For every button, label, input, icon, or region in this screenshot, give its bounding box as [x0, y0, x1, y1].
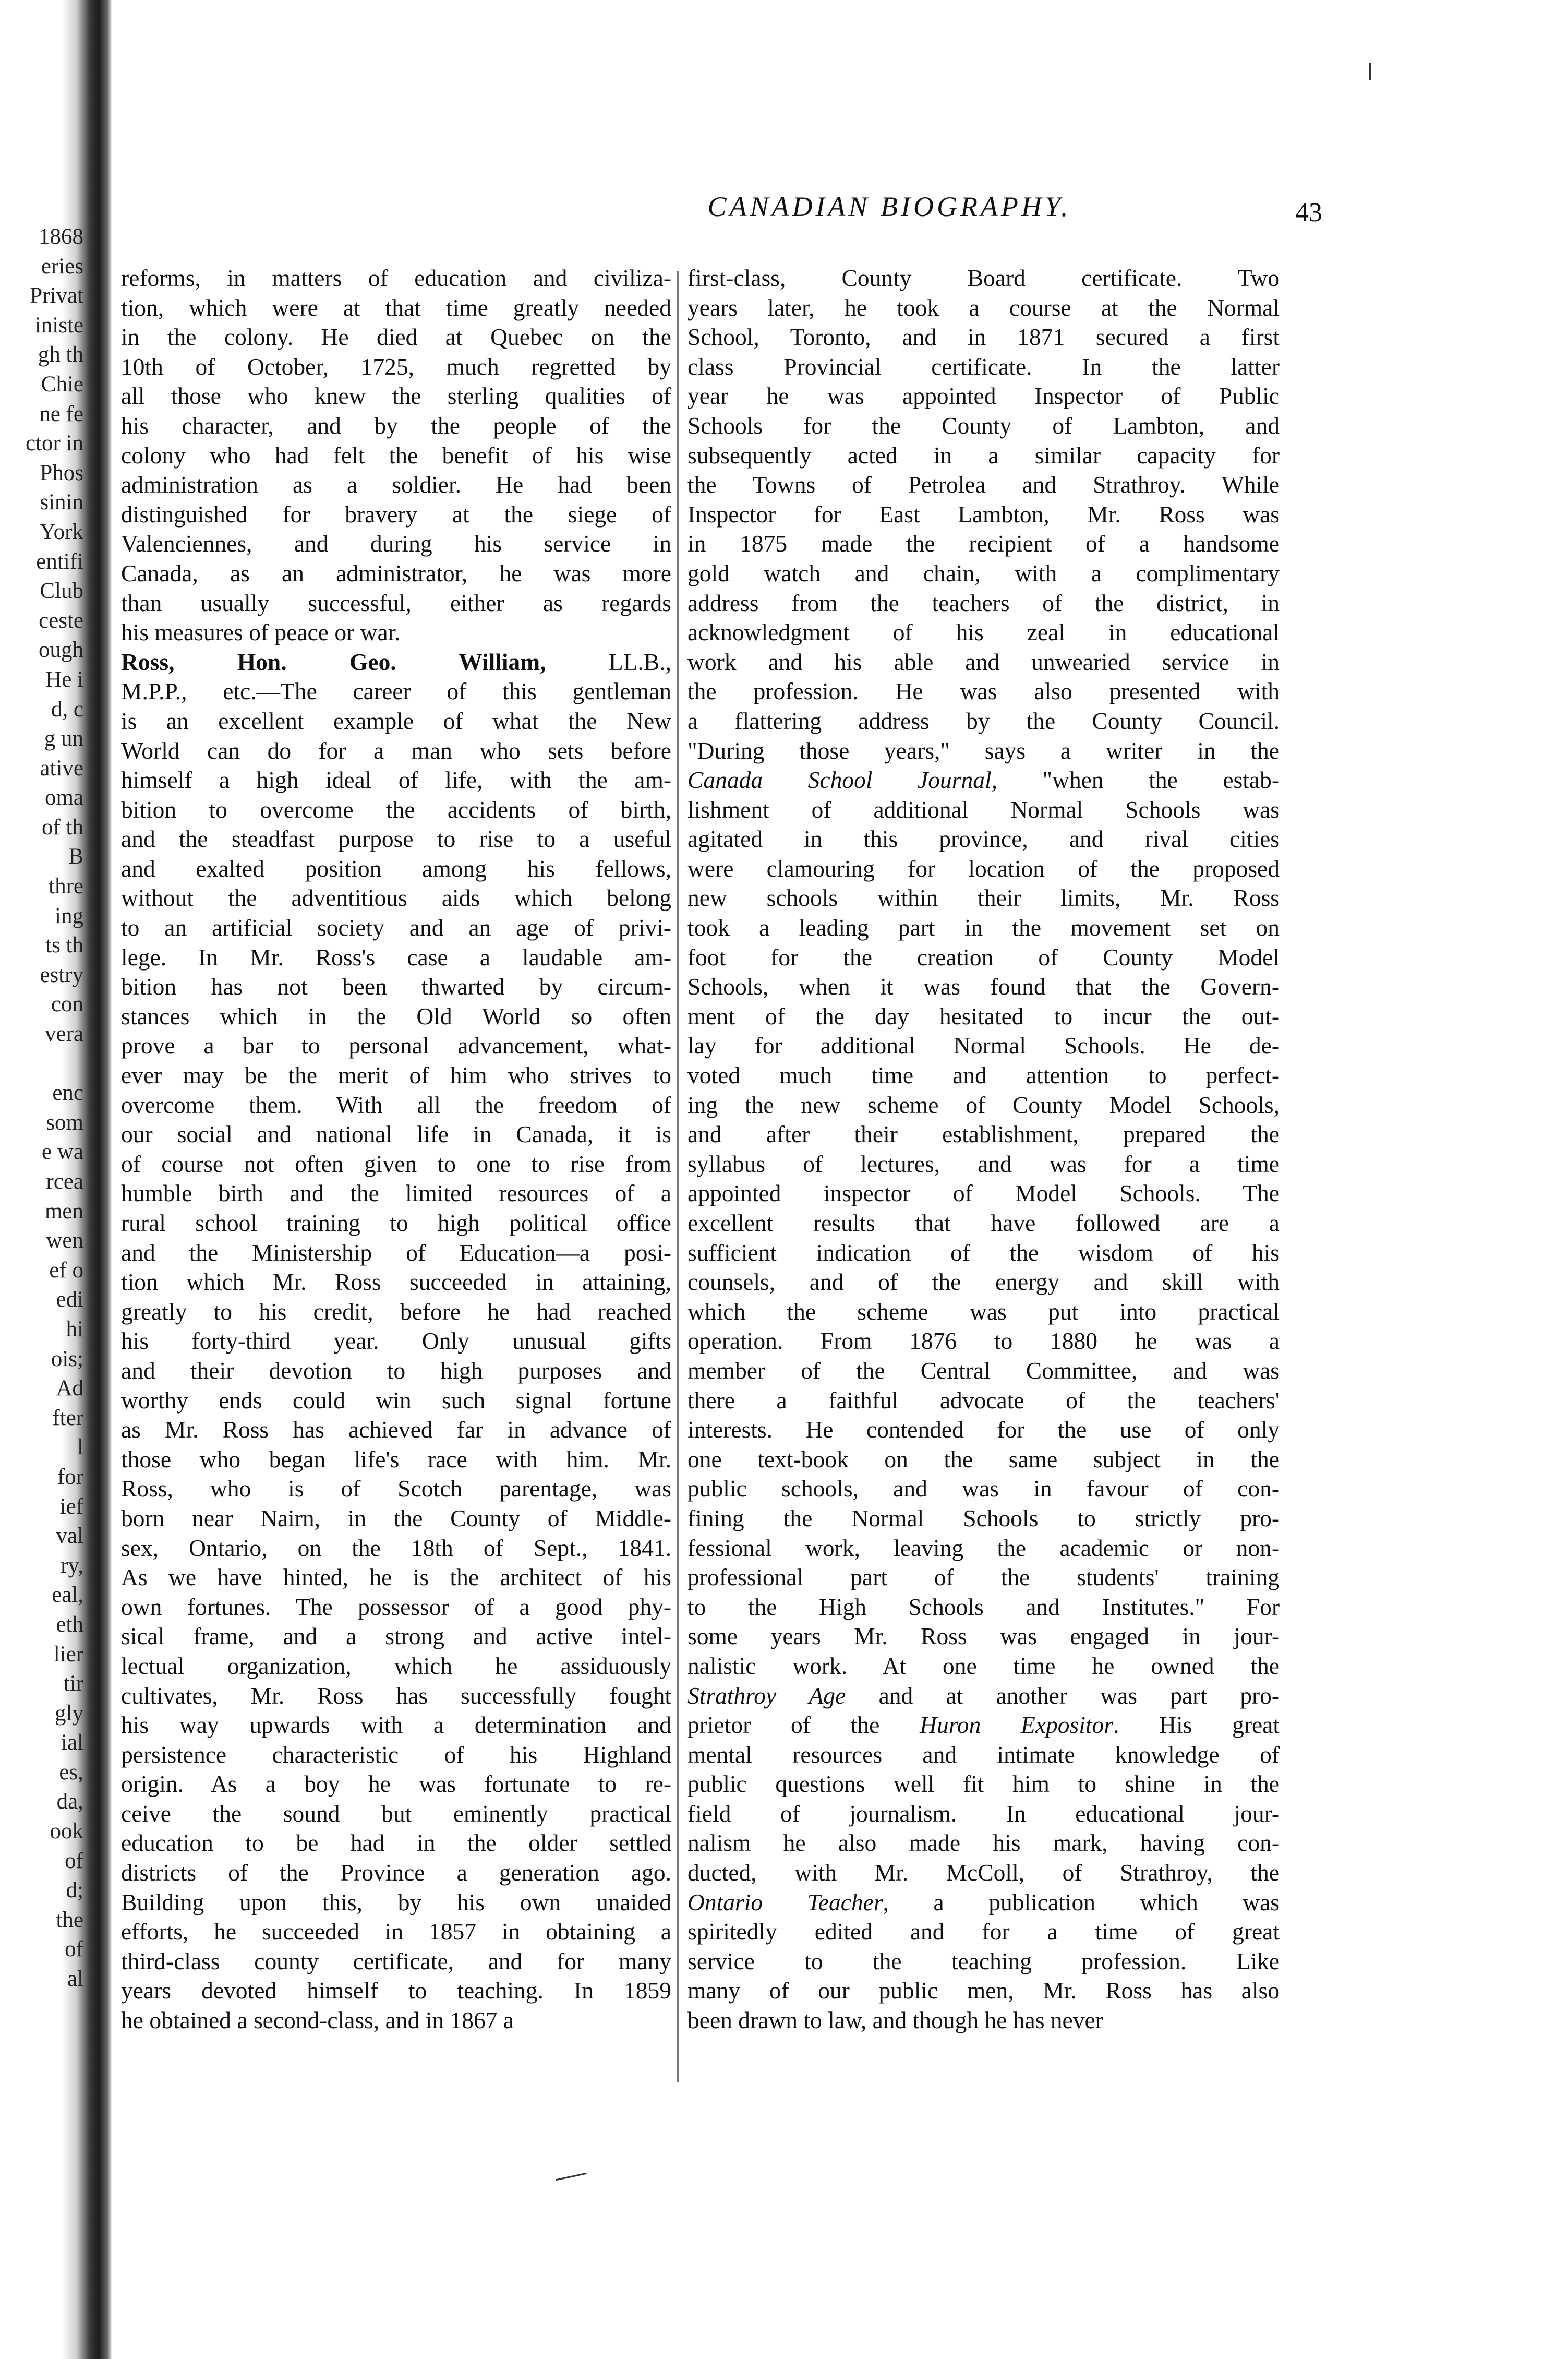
margin-fragment: Chie: [41, 372, 83, 397]
text-line: those who began life's race with him. Mr.: [121, 1445, 671, 1472]
text-line: himself a high ideal of life, with the am-: [121, 767, 671, 794]
margin-fragment: rcea: [46, 1169, 83, 1194]
text-line: syllabus of lectures, and was for a time: [687, 1150, 1280, 1177]
text-line: fining the Normal Schools to strictly pro-: [687, 1504, 1280, 1531]
text-line: sical frame, and a strong and active intel-: [121, 1623, 671, 1650]
text-line: all those who knew the sterling qualities of: [121, 382, 671, 410]
margin-fragment: ois;: [51, 1346, 83, 1371]
margin-fragment: ief: [59, 1494, 83, 1519]
text-line: one text-book on the same subject in the: [687, 1445, 1280, 1472]
text-line: operation. From 1876 to 1880 he was a: [687, 1327, 1280, 1355]
text-line: lishment of additional Normal Schools was: [687, 796, 1280, 823]
margin-fragment: val: [56, 1524, 83, 1549]
margin-fragment: g un: [44, 726, 83, 751]
text-line: tion, which were at that time greatly needed: [121, 294, 671, 321]
text-line: humble birth and the limited resources of a: [121, 1180, 671, 1207]
text-line: years later, he took a course at the Normal: [687, 294, 1280, 321]
margin-fragment: d;: [66, 1878, 83, 1903]
text-line: nalistic work. At one time he owned the: [687, 1652, 1280, 1679]
text-line: Inspector for East Lambton, Mr. Ross was: [687, 500, 1280, 528]
text-line: and after their establishment, prepared the: [687, 1121, 1280, 1148]
text-line: lege. In Mr. Ross's case a laudable am-: [121, 943, 671, 971]
text-line: in the colony. He died at Quebec on the: [121, 324, 671, 351]
text-line: new schools within their limits, Mr. Ross: [687, 884, 1280, 912]
margin-fragment: ing: [55, 903, 83, 928]
margin-fragment: som: [46, 1110, 83, 1135]
text-line: worthy ends could win such signal fortune: [121, 1386, 671, 1414]
text-line: there a faithful advocate of the teachers': [687, 1386, 1280, 1414]
text-line: spiritedly edited and for a time of great: [687, 1918, 1280, 1945]
text-line: acknowledgment of his zeal in educational: [687, 619, 1280, 646]
text-line: M.P.P., etc.—The career of this gentleman: [121, 678, 671, 705]
text-line: lay for additional Normal Schools. He de-: [687, 1032, 1280, 1059]
text-line: bition to overcome the accidents of birth,: [121, 796, 671, 823]
text-line: than usually successful, either as regards: [121, 589, 671, 616]
margin-fragment: entifi: [36, 549, 83, 574]
margin-fragment: al: [67, 1967, 83, 1992]
margin-fragment: hi: [66, 1316, 83, 1342]
text-line: distinguished for bravery at the siege of: [121, 500, 671, 528]
text-line: which the scheme was put into practical: [687, 1298, 1280, 1325]
margin-fragment: ctor in: [25, 431, 83, 456]
text-line: origin. As a boy he was fortunate to re-: [121, 1770, 671, 1798]
text-line: ing the new scheme of County Model Schools,: [687, 1091, 1280, 1118]
text-line: Ross, Hon. Geo. William, LL.B.,: [121, 648, 671, 675]
text-line: cultivates, Mr. Ross has successfully fought: [121, 1682, 671, 1709]
text-line: colony who had felt the benefit of his wise: [121, 441, 671, 469]
margin-fragment: eries: [41, 254, 83, 279]
text-line: his forty-third year. Only unusual gifts: [121, 1327, 671, 1355]
text-line: School, Toronto, and in 1871 secured a first: [687, 324, 1280, 351]
margin-fragment: ial: [61, 1730, 83, 1755]
margin-fragment: ough: [39, 638, 83, 663]
text-line: first-class, County Board certificate. Two: [687, 265, 1280, 291]
text-line: professional part of the students' training: [687, 1564, 1280, 1591]
margin-fragment: l: [77, 1435, 83, 1460]
margin-fragment: vera: [45, 1022, 83, 1047]
page-number: 43: [1295, 198, 1322, 227]
margin-fragment: ceste: [39, 608, 83, 633]
margin-fragment: Phos: [40, 460, 83, 485]
text-line: fessional work, leaving the academic or non-: [687, 1534, 1280, 1561]
text-line: our social and national life in Canada, it is: [121, 1121, 671, 1148]
text-line: class Provincial certificate. In the latter: [687, 353, 1280, 380]
text-line: persistence characteristic of his Highland: [121, 1741, 671, 1768]
text-line: subsequently acted in a similar capacity for: [687, 441, 1280, 469]
text-line: Building upon this, by his own unaided: [121, 1888, 671, 1915]
margin-fragment: tir: [63, 1671, 83, 1696]
text-line: excellent results that have followed are a: [687, 1210, 1280, 1236]
text-line: a flattering address by the County Council.: [687, 707, 1280, 734]
stray-ink-mark: [1369, 63, 1371, 80]
left-column-text: [121, 264, 671, 2035]
text-line: Schools for the County of Lambton, and: [687, 412, 1280, 439]
margin-fragment: con: [51, 992, 83, 1017]
text-line: Ontario Teacher, a publication which was: [687, 1888, 1280, 1915]
text-line: public schools, and was in favour of con-: [687, 1475, 1280, 1502]
margin-fragment: ts th: [45, 933, 83, 958]
text-line: prietor of the Huron Expositor. His great: [687, 1711, 1280, 1739]
margin-fragment: da,: [56, 1789, 83, 1814]
margin-fragment: gly: [55, 1701, 83, 1726]
text-line: greatly to his credit, before he had reached: [121, 1298, 671, 1325]
margin-fragment: thre: [49, 874, 83, 899]
previous-page-margin-fragments: [0, 222, 83, 2127]
text-line: and the steadfast purpose to rise to a useful: [121, 825, 671, 853]
margin-fragment: enc: [52, 1081, 83, 1106]
margin-fragment: ook: [50, 1819, 83, 1844]
text-line: the profession. He was also presented with: [687, 678, 1280, 705]
margin-fragment: for: [57, 1464, 83, 1489]
text-line: as Mr. Ross has achieved far in advance of: [121, 1416, 671, 1443]
text-line: were clamouring for location of the proposed: [687, 855, 1280, 882]
margin-fragment: Privat: [30, 283, 83, 308]
text-line: without the adventitious aids which belong: [121, 884, 671, 912]
margin-fragment: Club: [40, 579, 83, 604]
text-line: his character, and by the people of the: [121, 412, 671, 439]
text-line: member of the Central Committee, and was: [687, 1357, 1280, 1384]
stray-ink-mark: [556, 2173, 586, 2181]
text-line: ceive the sound but eminently practical: [121, 1800, 671, 1827]
margin-fragment: e wa: [42, 1140, 83, 1165]
margin-fragment: of: [65, 1848, 83, 1873]
margin-fragment: ative: [40, 756, 83, 781]
text-line: ducted, with Mr. McColl, of Strathroy, the: [687, 1859, 1280, 1886]
text-line: been drawn to law, and though he has never: [687, 2007, 1103, 2034]
text-line: reforms, in matters of education and civiliza-: [121, 265, 671, 291]
text-line: tion which Mr. Ross succeeded in attaining,: [121, 1268, 671, 1296]
margin-fragment: d, c: [51, 697, 83, 722]
text-line: and exalted position among his fellows,: [121, 855, 671, 882]
text-line: mental resources and intimate knowledge of: [687, 1741, 1280, 1768]
text-line: As we have hinted, he is the architect of his: [121, 1564, 671, 1591]
text-line: took a leading part in the movement set on: [687, 914, 1280, 941]
text-line: address from the teachers of the district, in: [687, 589, 1280, 616]
margin-fragment: ef o: [49, 1258, 83, 1283]
margin-fragment: fter: [52, 1405, 83, 1430]
text-line: Strathroy Age and at another was part pro-: [687, 1682, 1280, 1709]
running-header: CANADIAN BIOGRAPHY.: [707, 191, 1071, 222]
margin-fragment: eth: [56, 1612, 83, 1637]
text-line: work and his able and unwearied service in: [687, 648, 1280, 675]
text-line: lectual organization, which he assiduously: [121, 1652, 671, 1679]
text-line: to an artificial society and an age of privi-: [121, 914, 671, 941]
text-line: field of journalism. In educational jour-: [687, 1800, 1280, 1827]
margin-fragment: of: [65, 1937, 83, 1962]
margin-fragment: edi: [56, 1287, 83, 1312]
text-line: counsels, and of the energy and skill with: [687, 1268, 1280, 1296]
text-line: agitated in this province, and rival cities: [687, 825, 1280, 853]
text-line: some years Mr. Ross was engaged in jour-: [687, 1623, 1280, 1650]
text-line: prove a bar to personal advancement, what-: [121, 1032, 671, 1059]
text-line: Valenciennes, and during his service in: [121, 530, 671, 557]
margin-fragment: iniste: [34, 313, 83, 338]
text-line: foot for the creation of County Model: [687, 943, 1280, 971]
text-line: service to the teaching profession. Like: [687, 1947, 1280, 1974]
margin-fragment: estry: [40, 962, 83, 987]
text-line: born near Nairn, in the County of Middle-: [121, 1504, 671, 1531]
margin-fragment: He i: [45, 667, 83, 692]
text-line: years devoted himself to teaching. In 1859: [121, 1977, 671, 2004]
text-line: many of our public men, Mr. Ross has also: [687, 1977, 1280, 2004]
margin-fragment: men: [44, 1199, 83, 1224]
text-line: overcome them. With all the freedom of: [121, 1091, 671, 1118]
text-line: Ross, who is of Scotch parentage, was: [121, 1475, 671, 1502]
text-line: nalism he also made his mark, having con-: [687, 1829, 1280, 1857]
margin-fragment: es,: [59, 1759, 83, 1785]
text-line: 10th of October, 1725, much regretted by: [121, 353, 671, 380]
text-line: World can do for a man who sets before: [121, 737, 671, 764]
text-line: administration as a soldier. He had been: [121, 471, 671, 498]
text-line: his measures of peace or war.: [121, 619, 401, 646]
text-line: stances which in the Old World so often: [121, 1002, 671, 1029]
text-line: public questions well fit him to shine in the: [687, 1770, 1280, 1798]
margin-fragment: York: [39, 519, 83, 544]
margin-fragment: ry,: [61, 1553, 83, 1578]
entry-heading: Ross, Hon. Geo. William,: [121, 648, 546, 675]
margin-fragment: B: [68, 844, 83, 869]
margin-fragment: of th: [41, 815, 83, 840]
margin-fragment: ne fe: [39, 401, 83, 426]
text-line: of course not often given to one to rise from: [121, 1150, 671, 1177]
text-line: Schools, when it was found that the Govern-: [687, 973, 1280, 1000]
column-divider: [677, 271, 679, 2082]
text-line: in 1875 made the recipient of a handsome: [687, 530, 1280, 557]
text-line: sex, Ontario, on the 18th of Sept., 1841.: [121, 1534, 671, 1561]
text-line: education to be had in the older settled: [121, 1829, 671, 1857]
text-line: sufficient indication of the wisdom of his: [687, 1239, 1280, 1266]
margin-fragment: sinin: [40, 490, 83, 515]
margin-fragment: 1868: [39, 224, 83, 249]
text-line: Canada, as an administrator, he was more: [121, 559, 671, 586]
text-line: he obtained a second-class, and in 1867 a: [121, 2007, 514, 2034]
text-line: Canada School Journal, "when the estab-: [687, 767, 1280, 794]
text-line: and their devotion to high purposes and: [121, 1357, 671, 1384]
text-line: and the Ministership of Education—a posi-: [121, 1239, 671, 1266]
margin-fragment: gh th: [38, 342, 83, 367]
right-column-text: [687, 264, 1280, 2035]
text-line: his way upwards with a determination and: [121, 1711, 671, 1739]
margin-fragment: oma: [44, 785, 83, 810]
margin-fragment: wen: [46, 1228, 83, 1253]
text-line: is an excellent example of what the New: [121, 707, 671, 734]
margin-fragment: eal,: [52, 1583, 83, 1608]
text-line: districts of the Province a generation ago.: [121, 1859, 671, 1886]
margin-fragment: the: [56, 1907, 83, 1932]
text-line: year he was appointed Inspector of Public: [687, 382, 1280, 410]
text-line: efforts, he succeeded in 1857 in obtaining a: [121, 1918, 671, 1945]
text-line: the Towns of Petrolea and Strathroy. While: [687, 471, 1280, 498]
text-line: interests. He contended for the use of only: [687, 1416, 1280, 1443]
margin-fragment: lier: [53, 1642, 83, 1667]
margin-fragment: Ad: [56, 1376, 83, 1401]
text-line: bition has not been thwarted by circum-: [121, 973, 671, 1000]
text-line: third-class county certificate, and for many: [121, 1947, 671, 1974]
text-line: appointed inspector of Model Schools. The: [687, 1180, 1280, 1207]
text-line: gold watch and chain, with a complimentary: [687, 559, 1280, 586]
margin-fragment: [0, 1049, 83, 1079]
text-line: ment of the day hesitated to incur the out-: [687, 1002, 1280, 1029]
text-line: ever may be the merit of him who strives to: [121, 1062, 671, 1089]
text-line: rural school training to high political office: [121, 1210, 671, 1236]
text-line: "During those years," says a writer in the: [687, 737, 1280, 764]
text-line: voted much time and attention to perfect-: [687, 1062, 1280, 1089]
text-line: to the High Schools and Institutes." For: [687, 1593, 1280, 1620]
text-line: own fortunes. The possessor of a good phy-: [121, 1593, 671, 1620]
